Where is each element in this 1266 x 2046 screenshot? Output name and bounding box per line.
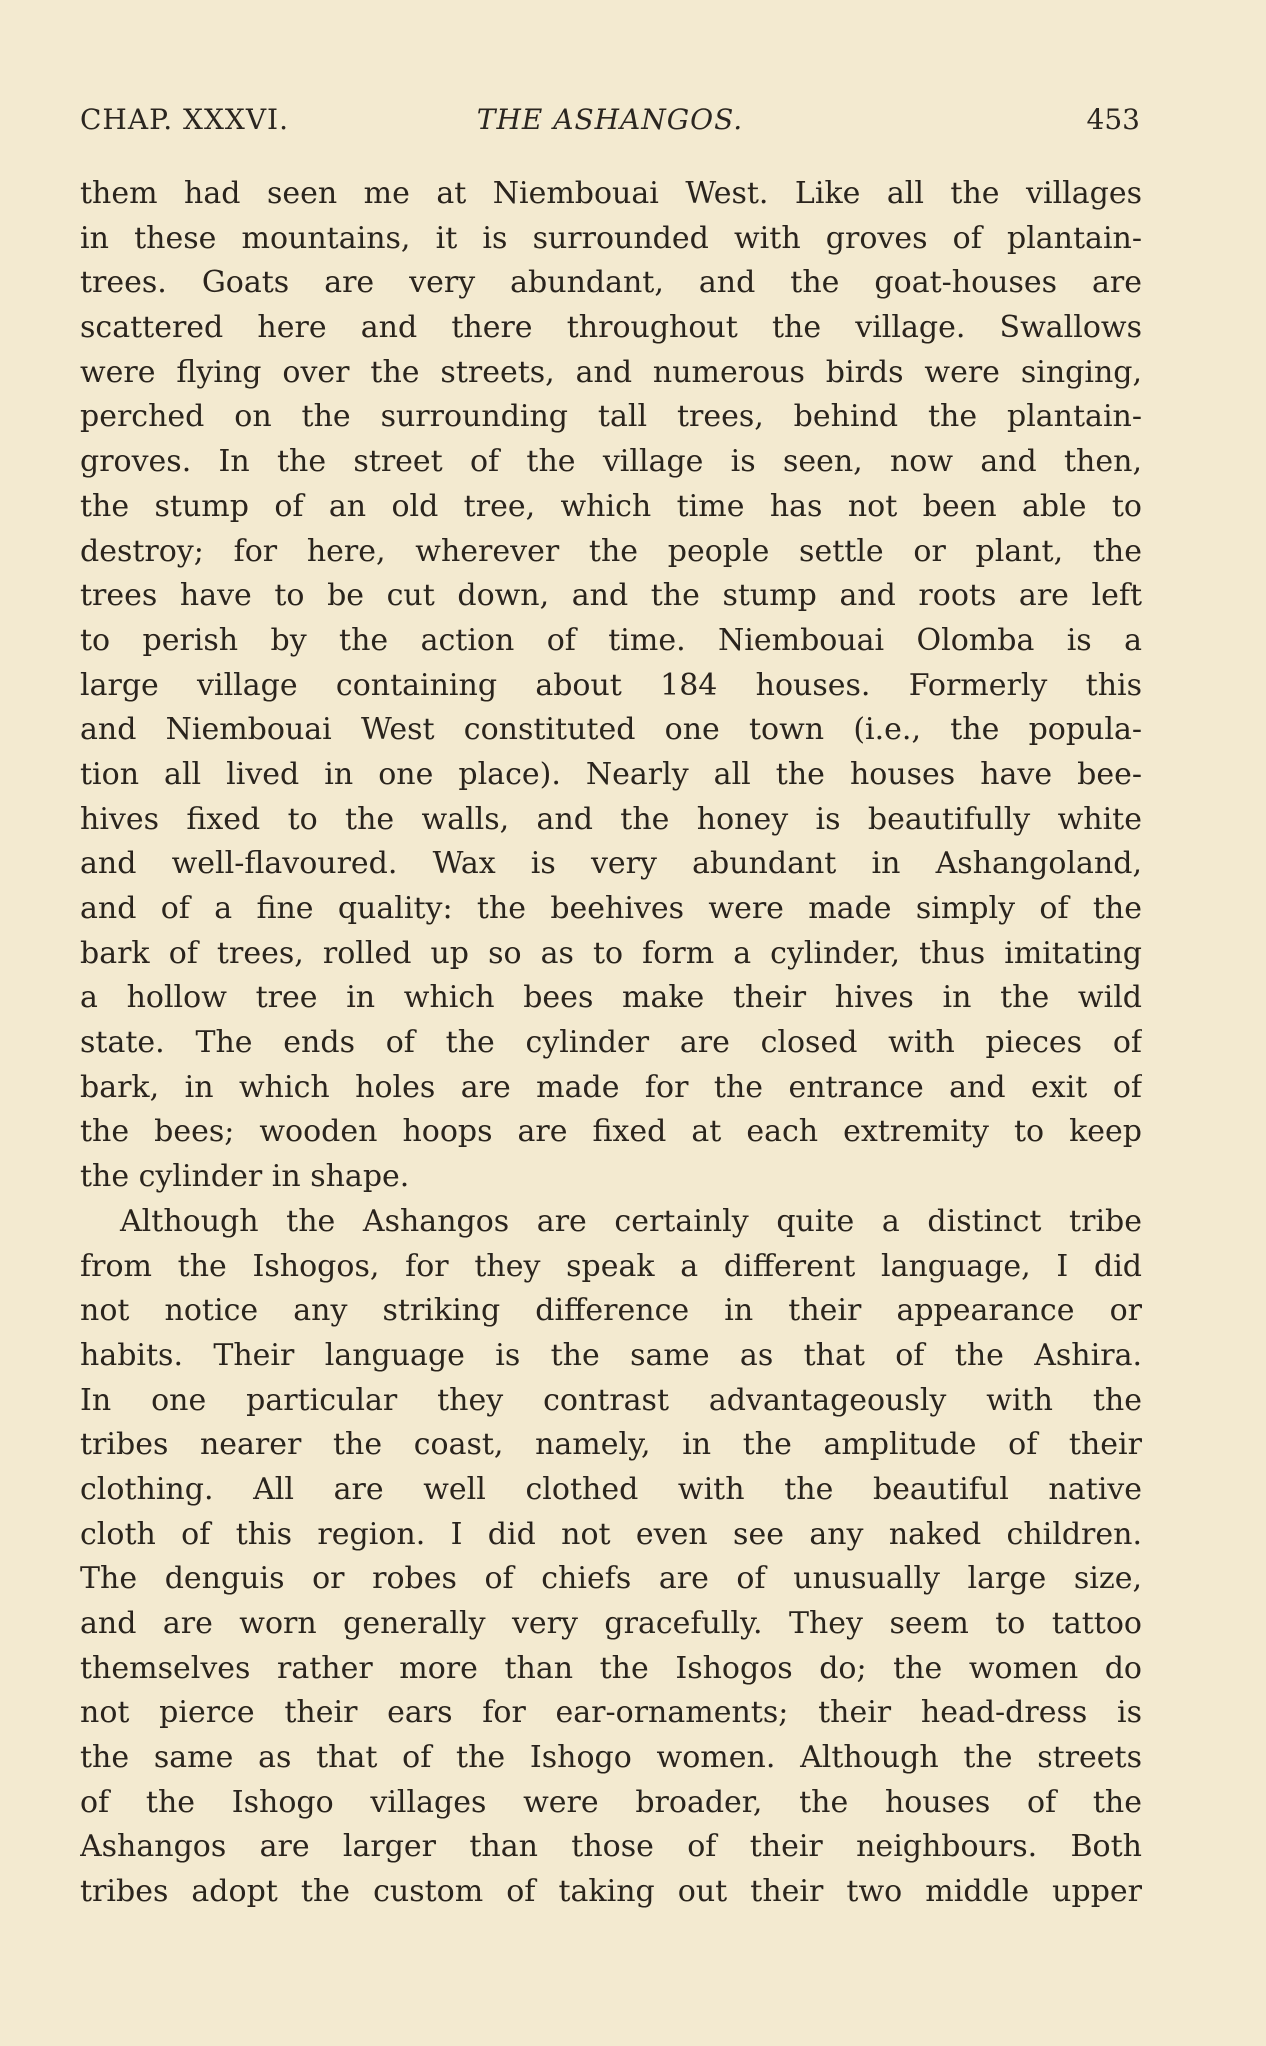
text-line: the stump of an old tree, which time has not been able to: [80, 488, 1142, 524]
text-line: the bees; wooden hoops are fixed at each extremity to keep: [80, 1114, 1142, 1150]
text-line: destroy; for here, wherever the people settle or plant, the: [80, 533, 1142, 569]
text-line: In one particular they contrast advantageously with the: [80, 1382, 1142, 1418]
text-line: hives fixed to the walls, and the honey is beautifully white: [80, 801, 1142, 837]
text-line: of the Ishogo villages were broader, the houses of the: [80, 1784, 1142, 1820]
paragraph-end-line: the cylinder in shape.: [80, 1159, 410, 1195]
text-line: tribes adopt the custom of taking out their two middle upper: [80, 1874, 1142, 1910]
text-line: bark, in which holes are made for the entrance and exit of: [80, 1069, 1142, 1105]
text-line: state. The ends of the cylinder are closed with pieces of: [80, 1025, 1142, 1061]
text-line: large village containing about 184 houses. Formerly this: [80, 667, 1142, 703]
text-line: tion all lived in one place). Nearly all the houses have bee-: [80, 756, 1142, 792]
text-line: the same as that of the Ishogo women. Although the streets: [80, 1740, 1142, 1776]
text-line: scattered here and there throughout the village. Swallows: [80, 310, 1142, 346]
text-line: to perish by the action of time. Niembouai Olomba is a: [80, 622, 1142, 658]
text-line: and are worn generally very gracefully. They seem to tattoo: [80, 1606, 1142, 1641]
text-line: were flying over the streets, and numerous birds were singing,: [80, 354, 1142, 390]
text-line: Ashangos are larger than those of their neighbours. Both: [80, 1829, 1142, 1865]
text-line: them had seen me at Niembouai West. Like all the villages: [80, 176, 1142, 211]
text-line: from the Ishogos, for they speak a different language, I did: [80, 1248, 1142, 1284]
text-line: trees. Goats are very abundant, and the goat-houses are: [80, 265, 1142, 301]
text-line: cloth of this region. I did not even see any naked children.: [80, 1516, 1142, 1552]
page-number: 453: [1086, 103, 1140, 136]
paragraph-start-line: Although the Ashangos are certainly quite a distinct tribe: [120, 1203, 1142, 1239]
text-line: and of a fine quality: the beehives were made simply of the: [80, 891, 1142, 926]
text-line: not pierce their ears for ear-ornaments; their head-dress is: [80, 1695, 1142, 1731]
text-line: perched on the surrounding tall trees, behind the plantain-: [80, 399, 1142, 435]
running-header: [80, 98, 1140, 142]
text-line: not notice any striking difference in their appearance or: [80, 1293, 1142, 1329]
text-line: groves. In the street of the village is seen, now and then,: [80, 444, 1142, 480]
text-line: and Niembouai West constituted one town (i.e., the popula-: [80, 712, 1142, 748]
text-line: tribes nearer the coast, namely, in the amplitude of their: [80, 1427, 1142, 1463]
text-line: bark of trees, rolled up so as to form a cylinder, thus imitating: [80, 935, 1142, 971]
text-line: trees have to be cut down, and the stump and roots are left: [80, 578, 1142, 614]
running-title: THE ASHANGOS.: [476, 103, 744, 136]
text-line: in these mountains, it is surrounded with groves of plantain-: [80, 220, 1142, 256]
text-line: habits. Their language is the same as that of the Ashira.: [80, 1337, 1142, 1373]
text-line: a hollow tree in which bees make their hives in the wild: [80, 980, 1142, 1016]
chapter-label: CHAP. XXXVI.: [80, 103, 290, 136]
text-line: The denguis or robes of chiefs are of unusually large size,: [80, 1561, 1142, 1597]
text-line: and well-flavoured. Wax is very abundant in Ashangoland,: [80, 846, 1142, 882]
text-line: themselves rather more than the Ishogos do; the women do: [80, 1650, 1142, 1686]
body-text: [80, 172, 1142, 1915]
text-line: clothing. All are well clothed with the beautiful native: [80, 1471, 1142, 1507]
